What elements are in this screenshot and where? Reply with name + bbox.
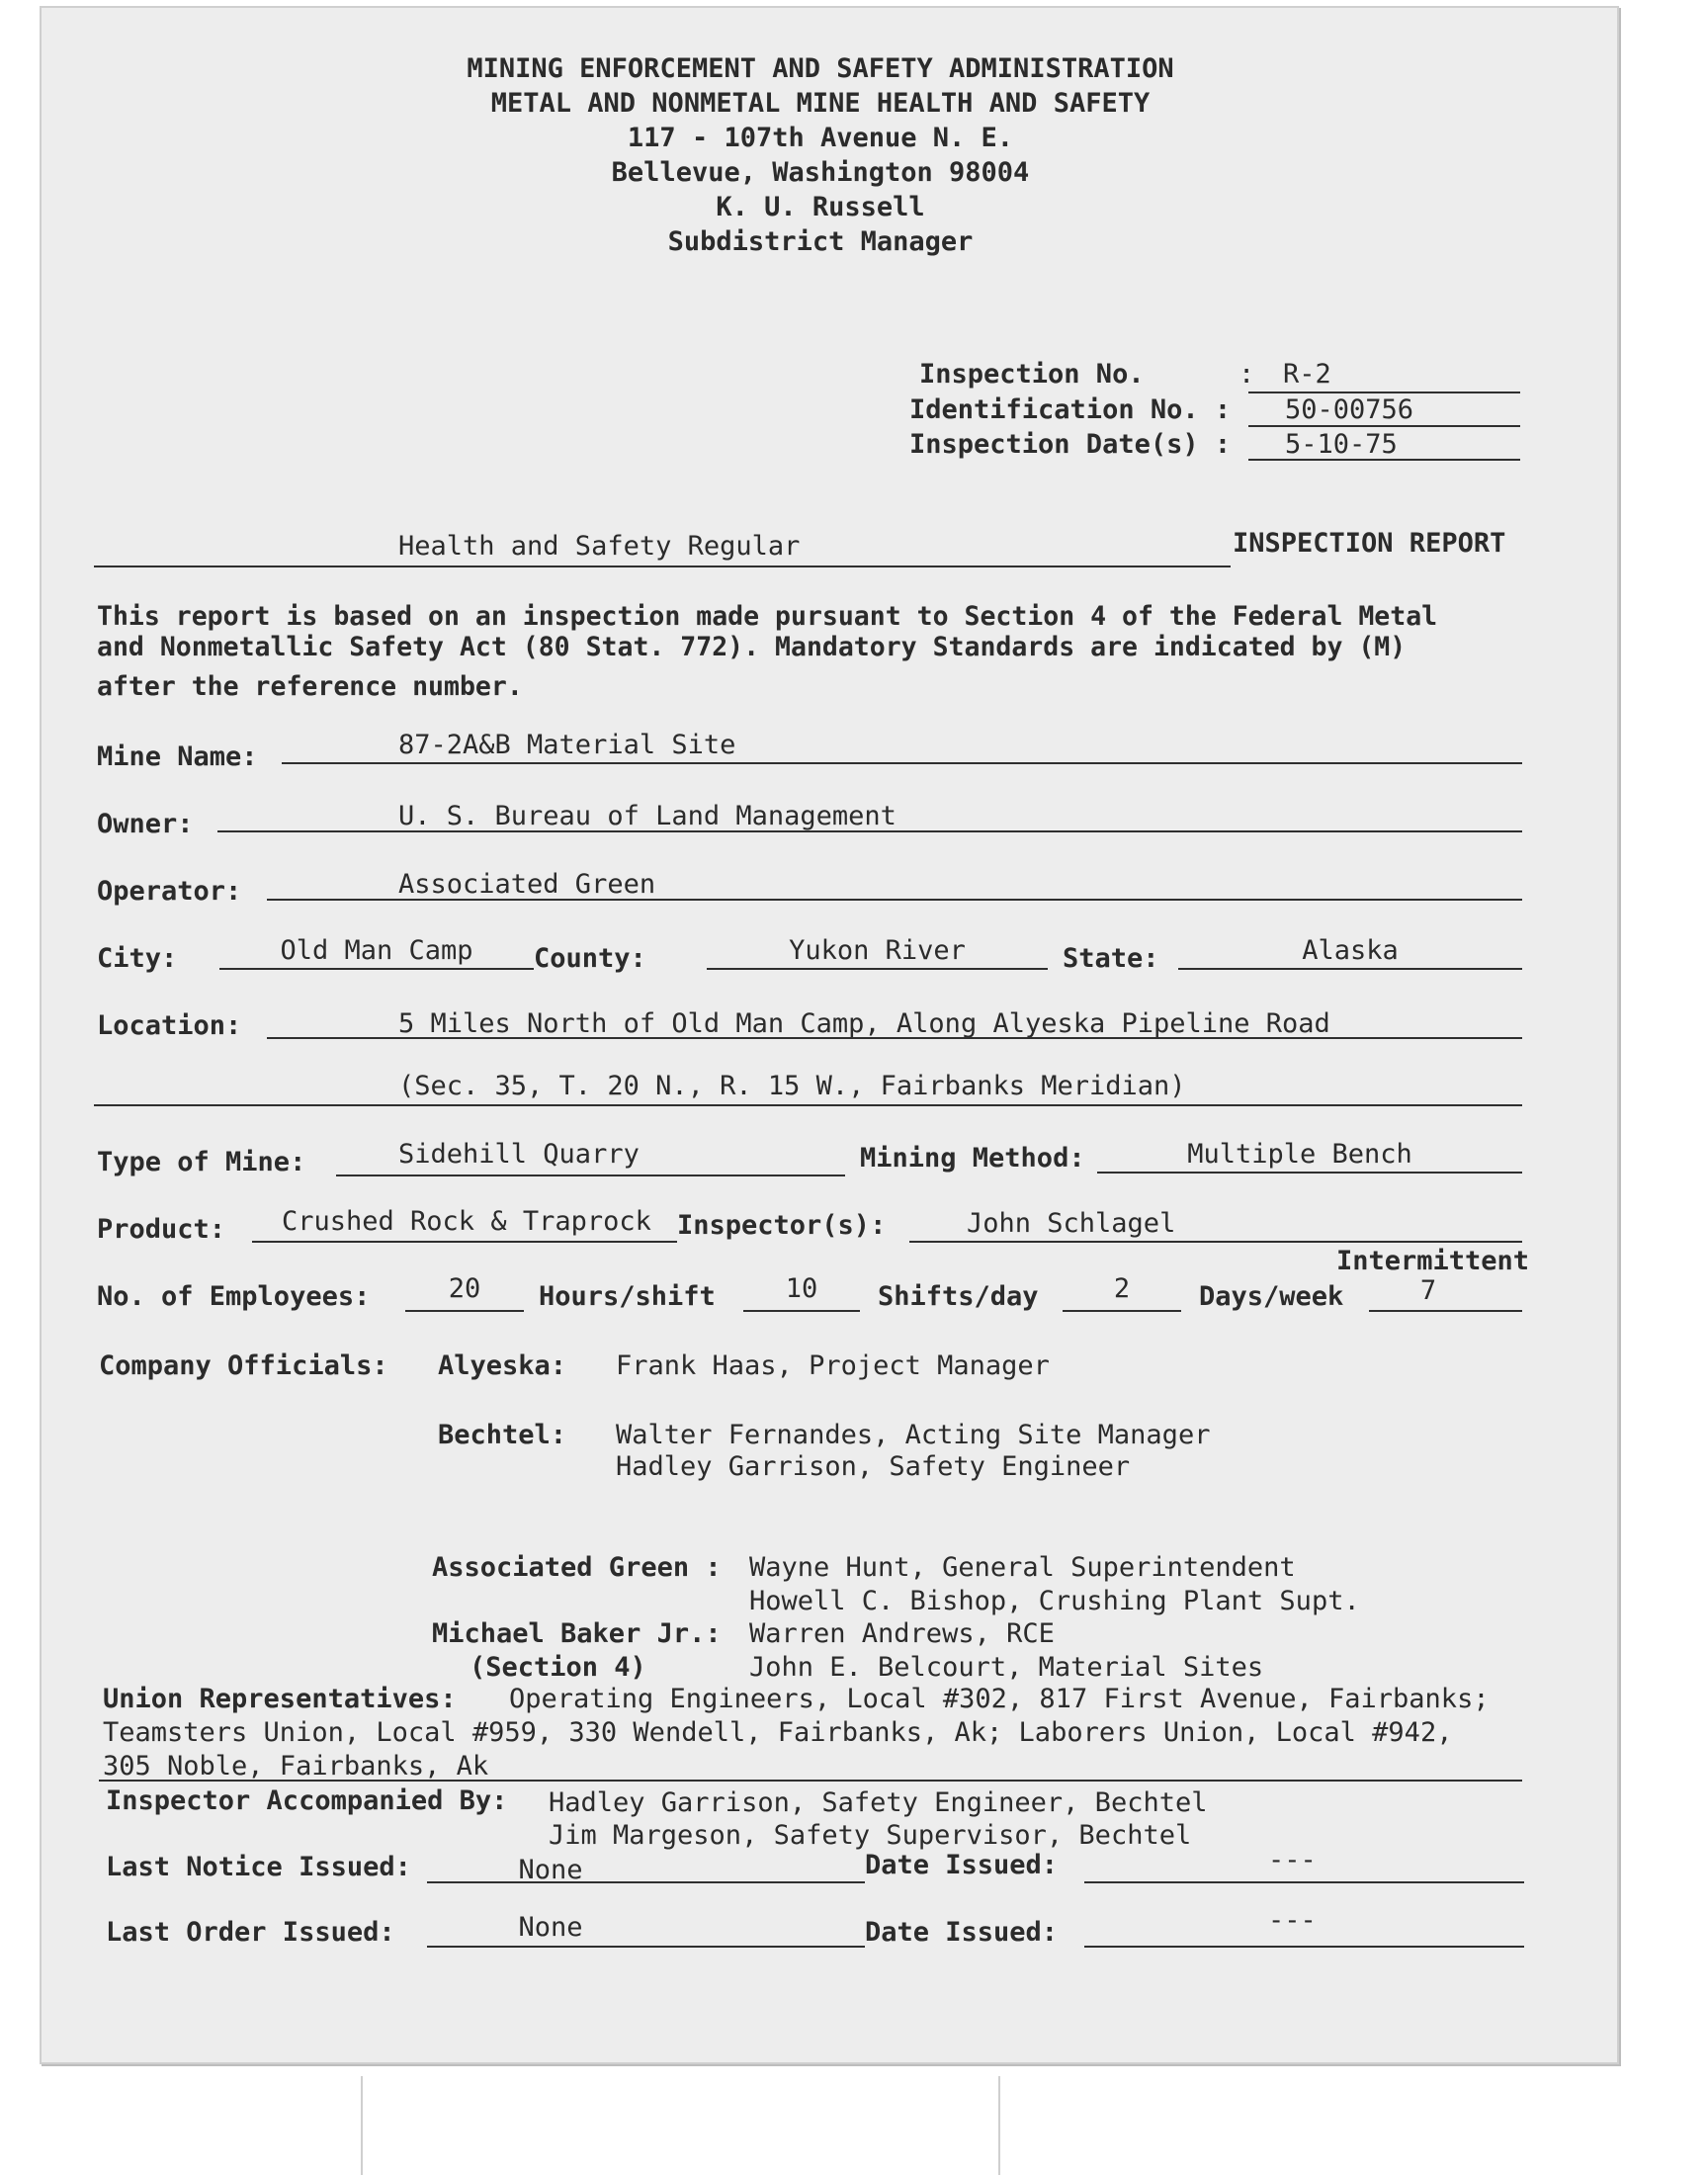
inspectors-label: Inspector(s):: [677, 1210, 887, 1241]
mining-method-line: [1097, 1172, 1522, 1174]
intro-line-1: This report is based on an inspection made pursuant to Section 4 of the Federal Metal: [97, 601, 1438, 632]
product-line: [252, 1241, 677, 1243]
header-manager-title: Subdistrict Manager: [667, 226, 974, 257]
inspectors-value: John Schlagel: [967, 1208, 1176, 1239]
location-line-1-rule: [267, 1037, 1522, 1039]
county-label: County:: [534, 943, 646, 974]
michael-baker-label: Michael Baker Jr.:: [432, 1618, 722, 1649]
shifts-label: Shifts/day: [878, 1281, 1039, 1312]
michael-baker-official-1: Warren Andrews, RCE: [749, 1618, 1055, 1649]
accompanied-label: Inspector Accompanied By:: [106, 1785, 508, 1816]
inspection-no-colon: :: [1238, 359, 1255, 390]
union-line-3: 305 Noble, Fairbanks, Ak: [103, 1751, 489, 1782]
mining-method-label: Mining Method:: [860, 1143, 1085, 1174]
mine-type-value: Sidehill Quarry: [398, 1139, 640, 1170]
days-label: Days/week: [1199, 1281, 1344, 1312]
bechtel-official-2: Hadley Garrison, Safety Engineer: [616, 1451, 1131, 1482]
state-value: Alaska: [1302, 935, 1399, 966]
employees-label: No. of Employees:: [97, 1281, 371, 1312]
intro-line-2: and Nonmetallic Safety Act (80 Stat. 772). Mandatory Standards are indicated by (M): [97, 632, 1407, 662]
operator-line: [267, 899, 1522, 901]
union-line-1: Operating Engineers, Local #302, 817 First Avenue, Fairbanks;: [509, 1684, 1490, 1714]
report-title: INSPECTION REPORT: [1233, 528, 1506, 559]
hours-value: 10: [785, 1273, 818, 1304]
notice-date-label: Date Issued:: [865, 1850, 1059, 1880]
city-label: City:: [97, 943, 178, 974]
inspectors-line: [909, 1241, 1522, 1243]
location-label: Location:: [97, 1010, 242, 1041]
order-date-value: ---: [1268, 1905, 1317, 1936]
product-value: Crushed Rock & Traprock: [282, 1206, 651, 1237]
location-line-1: 5 Miles North of Old Man Camp, Along Alyeska Pipeline Road: [398, 1008, 1330, 1039]
identification-no-label: Identification No. :: [909, 394, 1232, 425]
bechtel-label: Bechtel:: [438, 1420, 567, 1450]
inspection-date-line: [1248, 459, 1520, 461]
michael-baker-section: (Section 4): [470, 1652, 646, 1683]
operator-value: Associated Green: [398, 869, 656, 900]
identification-no-value: 50-00756: [1285, 394, 1414, 425]
header-street: 117 - 107th Avenue N. E.: [627, 123, 1014, 153]
last-notice-value: None: [518, 1855, 583, 1885]
hours-line: [743, 1310, 860, 1312]
associated-green-official-1: Wayne Hunt, General Superintendent: [749, 1552, 1296, 1583]
mine-name-line: [282, 762, 1522, 764]
edge-mark: [998, 2076, 1000, 2175]
mining-method-value: Multiple Bench: [1187, 1139, 1412, 1170]
owner-line: [217, 830, 1522, 832]
inspection-no-label: Inspection No.: [919, 359, 1145, 390]
days-value: 7: [1419, 1275, 1437, 1306]
mine-type-label: Type of Mine:: [97, 1147, 306, 1177]
identification-no-line: [1248, 425, 1520, 427]
report-type-line: [94, 566, 1231, 567]
employees-line: [405, 1310, 524, 1312]
last-notice-label: Last Notice Issued:: [106, 1852, 411, 1882]
associated-green-official-2: Howell C. Bishop, Crushing Plant Supt.: [749, 1586, 1360, 1616]
shifts-line: [1063, 1310, 1181, 1312]
last-order-label: Last Order Issued:: [106, 1917, 395, 1948]
mine-name-value: 87-2A&B Material Site: [398, 730, 736, 760]
order-date-label: Date Issued:: [865, 1917, 1059, 1948]
associated-green-label: Associated Green :: [432, 1552, 722, 1583]
union-label: Union Representatives:: [103, 1684, 457, 1714]
edge-mark: [361, 2076, 363, 2175]
owner-label: Owner:: [97, 809, 194, 839]
county-line: [707, 968, 1048, 970]
alyeska-official-1: Frank Haas, Project Manager: [616, 1350, 1050, 1381]
county-value: Yukon River: [789, 935, 966, 966]
last-order-line: [427, 1946, 865, 1948]
header-manager-name: K. U. Russell: [716, 192, 925, 222]
inspection-date-label: Inspection Date(s) :: [909, 429, 1232, 460]
order-date-line: [1084, 1946, 1524, 1948]
accompanied-line-1: Hadley Garrison, Safety Engineer, Bechtel: [549, 1787, 1208, 1818]
inspection-date-value: 5-10-75: [1285, 429, 1398, 460]
inspection-no-value: R-2: [1283, 359, 1331, 390]
last-notice-line: [427, 1881, 865, 1883]
owner-value: U. S. Bureau of Land Management: [398, 801, 897, 831]
intro-line-3: after the reference number.: [97, 671, 523, 702]
alyeska-label: Alyeska:: [438, 1350, 567, 1381]
shifts-value: 2: [1113, 1273, 1131, 1304]
days-note: Intermittent: [1336, 1246, 1530, 1276]
location-line-2: (Sec. 35, T. 20 N., R. 15 W., Fairbanks Meridian): [398, 1071, 1186, 1101]
notice-date-value: ---: [1268, 1845, 1317, 1875]
operator-label: Operator:: [97, 876, 242, 907]
notice-date-line: [1084, 1881, 1524, 1883]
product-label: Product:: [97, 1214, 226, 1245]
union-line: [99, 1780, 1522, 1782]
bechtel-official-1: Walter Fernandes, Acting Site Manager: [616, 1420, 1211, 1450]
days-line: [1369, 1310, 1522, 1312]
accompanied-line-2: Jim Margeson, Safety Supervisor, Bechtel: [549, 1820, 1192, 1851]
header-city: Bellevue, Washington 98004: [611, 157, 1030, 188]
report-type: Health and Safety Regular: [398, 531, 801, 562]
mine-name-label: Mine Name:: [97, 741, 258, 772]
mine-type-line: [336, 1174, 845, 1176]
michael-baker-official-2: John E. Belcourt, Material Sites: [749, 1652, 1264, 1683]
inspection-no-line: [1248, 392, 1520, 393]
city-line: [219, 968, 534, 970]
header-division: METAL AND NONMETAL MINE HEALTH AND SAFETY: [490, 88, 1151, 119]
employees-value: 20: [448, 1273, 481, 1304]
last-order-value: None: [518, 1912, 583, 1943]
state-line: [1178, 968, 1522, 970]
header-agency: MINING ENFORCEMENT AND SAFETY ADMINISTRATION: [467, 53, 1174, 84]
hours-label: Hours/shift: [539, 1281, 716, 1312]
union-line-2: Teamsters Union, Local #959, 330 Wendell, Fairbanks, Ak; Laborers Union, Local #942,: [103, 1717, 1453, 1748]
officials-label: Company Officials:: [99, 1350, 388, 1381]
location-line-2-rule: [94, 1104, 1522, 1106]
state-label: State:: [1063, 943, 1159, 974]
city-value: Old Man Camp: [280, 935, 473, 966]
